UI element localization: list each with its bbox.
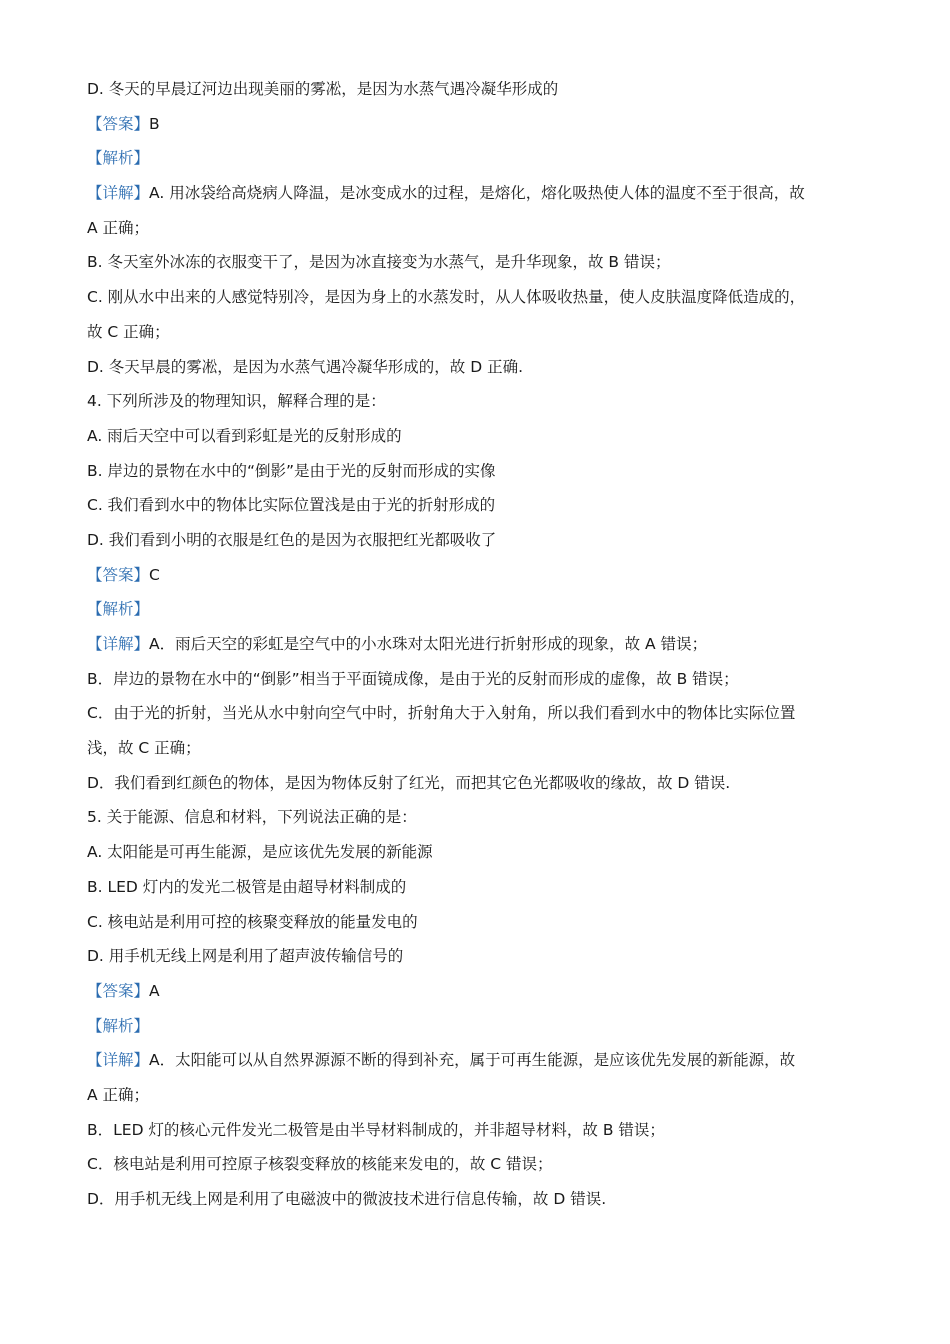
section-label: 【答案】 xyxy=(87,114,150,133)
answer-line: 【答案】C xyxy=(87,565,160,584)
option-line: A. 雨后天空中可以看到彩虹是光的反射形成的 xyxy=(87,426,402,445)
section-label: 【解析】 xyxy=(87,600,150,619)
option-line: B. LED 灯内的发光二极管是由超导材料制成的 xyxy=(87,877,407,896)
option-line: B. 岸边的景物在水中的“倒影”是由于光的反射而形成的实像 xyxy=(87,461,496,480)
section-label: 【答案】 xyxy=(87,981,150,1000)
section-label: 【解析】 xyxy=(87,1016,150,1035)
text-line: C．核电站是利用可控原子核裂变释放的核能来发电的，故 C 错误； xyxy=(87,1155,553,1174)
analysis-heading xyxy=(87,1009,877,1044)
option-line: C. 核电站是利用可控的核聚变释放的能量发电的 xyxy=(87,912,418,931)
text-line: 故 C 正确； xyxy=(87,322,170,341)
option-line: A. 太阳能是可再生能源，是应该优先发展的新能源 xyxy=(87,843,433,862)
analysis-heading xyxy=(87,592,877,627)
text-line: B．LED 灯的核心元件发光二极管是由半导材料制成的，并非超导材料，故 B 错误； xyxy=(87,1120,665,1139)
question-stem: 4. 下列所涉及的物理知识，解释合理的是： xyxy=(87,392,386,411)
text-line: D．我们看到红颜色的物体，是因为物体反射了红光，而把其它色光都吸收的缘故，故 D 错误. xyxy=(87,773,731,792)
text-line: C. 刚从水中出来的人感觉特别冷，是因为身上的水蒸发时，从人体吸收热量，使人皮肤温度降低造成的， xyxy=(87,288,806,307)
text-line: 【详解】A. 用冰袋给高烧病人降温，是冰变成水的过程，是熔化，熔化吸热使人体的温度不至于很高，故 xyxy=(87,184,805,203)
section-label: 【详解】 xyxy=(87,635,150,653)
section-label: 【答案】 xyxy=(87,565,150,584)
document-page xyxy=(87,72,877,1217)
text-line: B．岸边的景物在水中的“倒影”相当于平面镜成像，是由于光的反射而形成的虚像，故 B 错误； xyxy=(87,669,739,688)
section-label: 【详解】 xyxy=(87,1051,150,1070)
text-line: 浅，故 C 正确； xyxy=(87,739,201,758)
text-line: D. 冬天早晨的雾凇，是因为水蒸气遇冷凝华形成的，故 D 正确. xyxy=(87,357,524,376)
text-line: A 正确； xyxy=(87,1085,150,1104)
analysis-heading xyxy=(87,141,877,176)
option-line: D. 我们看到小明的衣服是红色的是因为衣服把红光都吸收了 xyxy=(87,530,497,549)
text-line: D．用手机无线上网是利用了电磁波中的微波技术进行信息传输，故 D 错误. xyxy=(87,1190,607,1208)
text-line: C．由于光的折射，当光从水中射向空气中时，折射角大于入射角，所以我们看到水中的物体比实际位置 xyxy=(87,704,796,723)
text-line: D. 冬天的早晨辽河边出现美丽的雾凇，是因为水蒸气遇冷凝华形成的 xyxy=(87,80,559,98)
text-line: A 正确； xyxy=(87,218,150,237)
section-label: 【详解】 xyxy=(87,184,150,203)
answer-line: 【答案】A xyxy=(87,981,160,1000)
text-line: 【详解】A．太阳能可以从自然界源源不断的得到补充，属于可再生能源，是应该优先发展的新能源，故 xyxy=(87,1051,796,1070)
option-line: C. 我们看到水中的物体比实际位置浅是由于光的折射形成的 xyxy=(87,496,496,515)
question-stem: 5. 关于能源、信息和材料，下列说法正确的是： xyxy=(87,808,417,827)
text-line: B. 冬天室外冰冻的衣服变干了，是因为冰直接变为水蒸气，是升华现象，故 B 错误； xyxy=(87,253,671,272)
section-label: 【解析】 xyxy=(87,149,150,168)
text-line: 【详解】A．雨后天空的彩虹是空气中的小水珠对太阳光进行折射形成的现象，故 A 错误； xyxy=(87,635,708,653)
answer-line: 【答案】B xyxy=(87,114,160,133)
option-line: D. 用手机无线上网是利用了超声波传输信号的 xyxy=(87,947,404,966)
